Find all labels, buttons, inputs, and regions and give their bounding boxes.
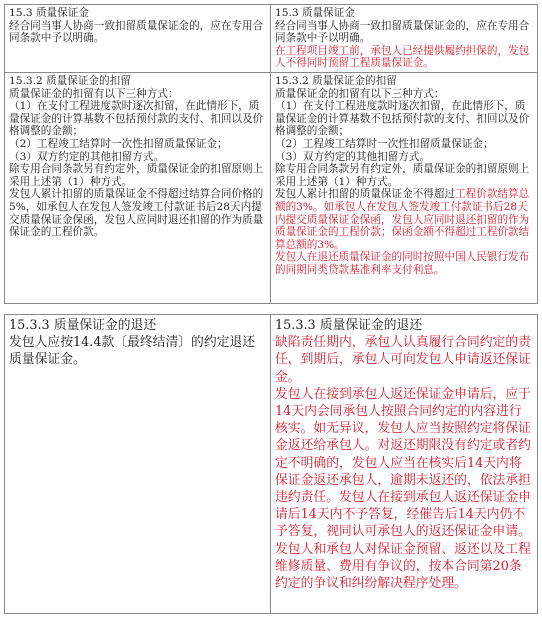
clause-15-3-2-line-6-start: 发包人累计扣留的质量保证金不得超过 (275, 188, 456, 201)
clause-15-3-2-line-4-left: （3）双方约定的其他扣留方式。 (9, 150, 165, 163)
clause-15-3-2-line-5-right: 除专用合同条款另有约定外，质量保证金的扣留原则上采用上述第（1）种方式。 (275, 163, 530, 188)
clause-15-3-text-left: 经合同当事人协商一致扣留质量保证金的，应在专用合同条款中予以明确。 (9, 19, 264, 45)
clause-15-3-2-line-2-right: （1）在支付工程进度款时逐次扣留，在此情形下，质量保证金的计算基数不包括预付款的支付、扣回以及价格调整的金额； (275, 100, 530, 138)
clause-15-3-3-heading-left: 15.3.3 质量保证金的退还 (9, 318, 157, 333)
clause-15-3-2-line-3-right: （2）工程竣工结算时一次性扣留质量保证金； (275, 137, 494, 150)
clause-15-3-3-heading-right: 15.3.3 质量保证金的退还 (275, 318, 423, 333)
clause-15-3-heading-left: 15.3 质量保证金 (9, 7, 89, 19)
bottom-row1-left-cell (5, 315, 271, 613)
bottom-comparison-table (4, 314, 538, 614)
clause-15-3-text-right: 经合同当事人协商一致扣留质量保证金的，应在专用合同条款中予以明确。 (275, 19, 530, 45)
clause-15-3-2-line-4-right: （3）双方约定的其他扣留方式。 (275, 150, 431, 163)
bottom-row1-right-cell (271, 315, 537, 613)
clause-15-3-2-line-6-right (275, 188, 533, 251)
clause-15-3-2-modified-amount: 工程价款结算总额的3%。如承包人在发包人签发竣工付款证书后28天内提交质量保证金保函，发包人应同时退还扣留的作为质量保证金的工程价款； (275, 188, 530, 239)
clause-15-3-3-text-left: 发包人应按14.4款〔最终结清〕的约定退还质量保证金。 (9, 335, 256, 368)
clause-15-3-added-text: 在工程项目竣工前，承包人已经提供履约担保的，发包人不得同时预留工程质量保证金。 (275, 44, 530, 70)
top-row2-left-cell (5, 73, 271, 303)
top-row1-left-cell (5, 5, 271, 73)
clause-15-3-2-interest-text: 发包人在退还质量保证金的同时按照中国人民银行发布的同期同类贷款基准利率支付利息。 (275, 251, 530, 276)
clause-15-3-2-heading-right: 15.3.2 质量保证金的扣留 (275, 75, 397, 87)
clause-15-3-heading-right: 15.3 质量保证金 (275, 7, 355, 19)
clause-15-3-2-line-6-left: 发包人累计扣留的质量保证金不得超过结算合同价格的5%，如承包人在发包人签发竣工付款证书后28天内提交质量保证金保函，发包人应同时退还扣留的作为质量保证金的工程价款。 (9, 188, 264, 239)
clause-15-3-2-line-2-left: （1）在支付工程进度款时逐次扣留，在此情形下，质量保证金的计算基数不包括预付款的支付、扣回以及价格调整的金额； (9, 100, 264, 138)
top-row1-right-cell (271, 5, 537, 73)
top-comparison-table (4, 4, 538, 304)
clause-15-3-3-para-1: 缺陷责任期内，承包人认真履行合同约定的责任，到期后，承包人可向发包人申请返还保证金。 (275, 335, 531, 385)
clause-15-3-2-line-1-right: 质量保证金的扣留有以下三种方式： (275, 87, 445, 100)
clause-15-3-3-para-3: 发包人和承包人对保证金预留、返还以及工程维修质量、费用有争议的，按本合同第20条约定的争议和纠纷解决程序处理。 (275, 541, 531, 592)
clause-15-3-2-guarantee-limit: 保函金额不得超过工程价款结算总额的3%。 (275, 226, 530, 251)
clause-15-3-2-line-3-left: （2）工程竣工结算时一次性扣留质量保证金； (9, 137, 228, 150)
clause-15-3-2-heading-left: 15.3.2 质量保证金的扣留 (9, 75, 131, 87)
clause-15-3-3-para-2: 发包人在接到承包人返还保证金申请后，应于14天内会同承包人按照合同约定的内容进行核实。如无异议，发包人应当按照约定将保证金返还给承包人。对返还期限没有约定或者约定不明确的，发包人应当在核实后14天内将保证金返还承包人，逾期未返还的，依法承担违约责任。发包人在接到承包人返还保证金申请后14天内不予答复，经催告后14天内仍不予答复，视同认可承包人的返还保证金申请。 (275, 386, 531, 540)
clause-15-3-2-line-1-left: 质量保证金的扣留有以下三种方式： (9, 87, 179, 100)
clause-15-3-2-line-5-left: 除专用合同条款另有约定外，质量保证金的扣留原则上采用上述第（1）种方式。 (9, 163, 264, 188)
top-row2-right-cell (271, 73, 537, 303)
